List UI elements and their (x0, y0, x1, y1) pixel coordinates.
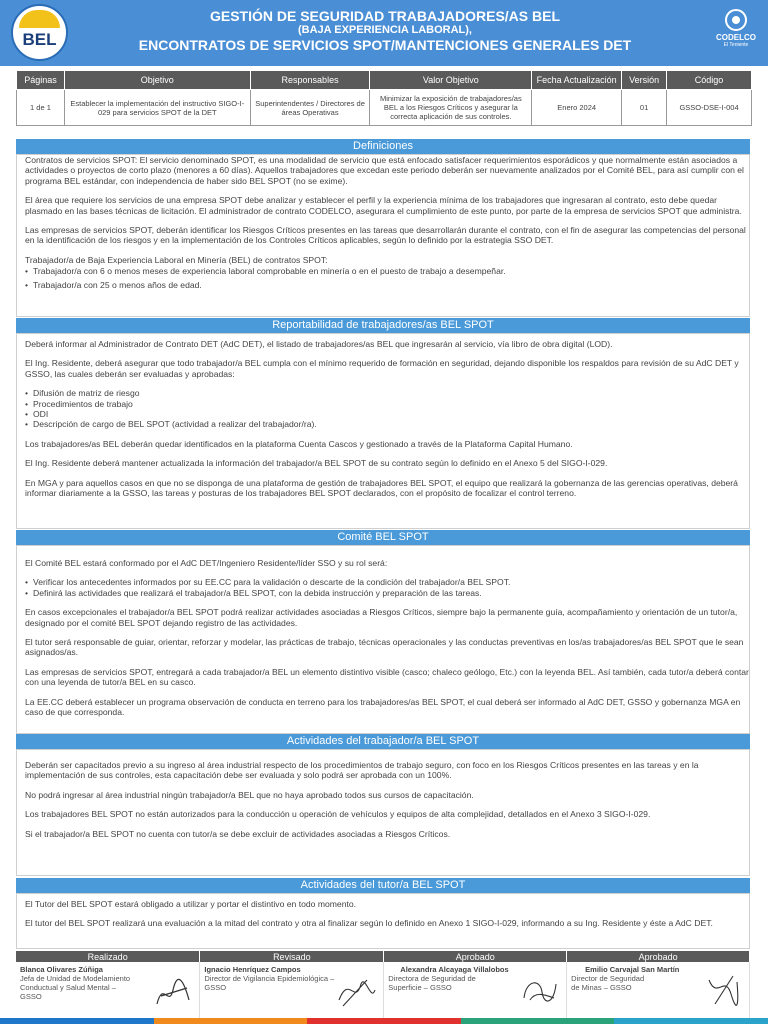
codelco-mark-icon (725, 9, 747, 31)
list-item: • Descripción de cargo de BEL SPOT (actividad a realizar del trabajador/ra). (25, 419, 749, 429)
signer-role: Directora de Seguridad de Superficie – GSSO (388, 974, 476, 992)
cell-version: 01 (622, 90, 667, 126)
cell-responsables: Superintendentes / Directores de áreas Operativas (250, 90, 370, 126)
cell-fecha: Enero 2024 (532, 90, 622, 126)
signer-cell (16, 962, 200, 1020)
list-item: • Definirá las actividades que realizará el trabajador/a BEL SPOT, con la debida instrucción y preparación de las tareas. (25, 588, 749, 598)
signature-table (16, 951, 750, 1020)
section-reportabilidad (16, 333, 750, 529)
signer-role: Jefa de Unidad de Modelamiento Conductual y Salud Mental –GSSO (20, 974, 131, 1001)
cell-codigo: GSSO-DSE-I-004 (667, 90, 752, 126)
paragraph: Deberán ser capacitados previo a su ingreso al área industrial respecto de los procedimientos de trabajo seguro, con foco en los Riesgos Críticos presentes en las tareas y en la implementación de sus controles, esta capacitación debe ser evaluada y solo podrá ser aprobada con un 100%. (25, 760, 699, 781)
header-codigo: Código (667, 71, 752, 90)
signer-cell (567, 962, 750, 1020)
signer-name: Ignacio Henríquez Campos (204, 965, 301, 974)
section-title-comite: Comité BEL SPOT (16, 530, 750, 545)
list-item: • Trabajador/a con 25 o menos años de edad. (25, 280, 749, 290)
paragraph: Los trabajadores/as BEL deberán quedar identificados en la plataforma Cuenta Cascos y gestionado a través de la Plataforma Capital Humano. (25, 438, 573, 449)
header-realizado: Realizado (16, 951, 200, 962)
paragraph: La EE.CC deberá establecer un programa observación de conducta en terreno para los trabajadores/as BEL SPOT, el cual deberá ser informado al AdC DET, GSSO y gobernanza MGA en caso de que corresponda. (25, 696, 741, 718)
header-version: Versión (622, 71, 667, 90)
paragraph: El tutor del BEL SPOT realizará una evaluación a la mitad del contrato y otra al finalizar según lo definido en Anexo 1 SIGO-I-029, informando a su Ing. Residente y éste a AdC DET. (25, 918, 713, 929)
header-revisado: Revisado (200, 951, 384, 962)
list-item: • ODI (25, 409, 749, 419)
list-item: • Trabajador/a con 6 o menos meses de experiencia laboral comprobable en minería o en el puesto de trabajo a desempeñar. (25, 266, 749, 276)
footer-segment (154, 1018, 308, 1024)
paragraph: Trabajador/a de Baja Experiencia Laboral en Minería (BEL) de contratos SPOT: (25, 254, 328, 265)
section-comite (16, 545, 750, 734)
codelco-sub: El Teniente (723, 42, 749, 48)
signer-cell (384, 962, 567, 1020)
section-definiciones (16, 154, 750, 317)
document-header (0, 0, 768, 66)
paragraph: El Tutor del BEL SPOT estará obligado a utilizar y portar el distintivo en todo momento. (25, 899, 357, 909)
bel-logo (11, 4, 68, 61)
paragraph: El Comité BEL estará conformado por el AdC DET/Ingeniero Residente/líder SSO y su rol será: (25, 558, 388, 568)
bel-logo-text: BEL (22, 30, 57, 49)
header-aprobado-2: Aprobado (567, 951, 750, 962)
footer-segment (614, 1018, 768, 1024)
cell-valor-objetivo: Minimizar la exposición de trabajadores/as BEL a los Riesgos Críticos y asegurar la correcta aplicación de sus controles. (370, 90, 532, 126)
list-item: • Difusión de matriz de riesgo (25, 388, 749, 398)
paragraph: Deberá informar al Administrador de Contrato DET (AdC DET), el listado de trabajadores/as BEL que ingresarán al servicio, vía libro de obra digital (LOD). (25, 339, 613, 349)
info-table (16, 70, 752, 126)
document-title (90, 8, 680, 53)
codelco-logo (712, 9, 760, 48)
paragraph: El área que requiere los servicios de una empresa SPOT debe analizar y establecer el perfil y la experiencia mínima de los trabajadores que ingresaran al contrato, esto debe quedar plasmado en las bases técnicas de licitación. El administrador de contrato CODELCO, asegurara el cumplimiento de este punto, por parte de la empresa de servicios SPOT que administra. (25, 195, 742, 216)
paragraph: Si el trabajador/a BEL SPOT no cuenta con tutor/a se debe excluir de actividades asociadas a Riesgos Críticos. (25, 828, 451, 839)
signer-name: Emilio Carvajal San Martín (585, 965, 680, 974)
section-title-reportabilidad: Reportabilidad de trabajadores/as BEL SPOT (16, 318, 750, 333)
paragraph: El Ing. Residente deberá mantener actualizada la información del trabajador/a BEL SPOT de su contrato según lo definido en el Anexo 5 del SIGO-I-029. (25, 458, 608, 469)
header-paginas: Páginas (17, 71, 65, 90)
list-item: • Procedimientos de trabajo (25, 399, 749, 409)
footer-segment (0, 1018, 154, 1024)
codelco-name: CODELCO (716, 33, 756, 42)
bullet-list (25, 388, 749, 430)
signature-image (520, 970, 560, 1010)
list-item: • Verificar los antecedentes informados por su EE.CC para la validación o descarte de la condición del trabajador/a BEL SPOT. (25, 577, 749, 587)
paragraph: El tutor será responsable de guiar, orientar, reforzar y modelar, las prácticas de trabajo, técnicas operacionales y las conductas preventivas en los/as trabajadores/as BEL SPOT que le sean asignados/as. (25, 637, 744, 658)
signature-image (703, 970, 743, 1010)
paragraph: Las empresas de servicios SPOT, entregará a cada trabajador/a BEL un elemento distintivo visible (casco; chaleco geólogo, Etc.) con la leyenda BEL. Así también, cada tutor/a deberá contar con una leyenda de tutor/a BEL en su casco. (25, 666, 749, 688)
signature-image (153, 970, 193, 1010)
paragraph: Contratos de servicios SPOT: El servicio denominado SPOT, es una modalidad de servicio que está enfocado satisfacer requerimientos esporádicos y que normalmente están asociados a actividades o proyectos de corto plazo (menores a 60 días). Aquellos trabajadores que excedan este periodo deberán ser nuevamente analizados por el Comité BEL, para así cumplir con el programa BEL estándar, con independencia de haber sido BEL SPOT (no se exime). (25, 155, 744, 186)
header-fecha: Fecha Actualización (532, 71, 622, 90)
title-line-1: GESTIÓN DE SEGURIDAD TRABAJADORES/AS BEL (209, 8, 561, 24)
cell-objetivo: Establecer la implementación del instructivo SIGO-I-029 para servicios SPOT de la DET (64, 90, 250, 126)
section-title-actividades-tutor: Actividades del tutor/a BEL SPOT (16, 878, 750, 893)
signer-name: Blanca Olivares Zúñiga (20, 965, 103, 974)
footer-color-bar (0, 1018, 768, 1024)
header-valor-objetivo: Valor Objetivo (370, 71, 532, 90)
cell-paginas: 1 de 1 (17, 90, 65, 126)
title-line-2: (BAJA EXPERIENCIA LABORAL), (298, 24, 472, 36)
paragraph: Las empresas de servicios SPOT, deberán identificar los Riesgos Críticos presentes en las tareas que desarrollarán durante el contrato, con el fin de asegurar las competencias del personal en la identificación de los riesgos y en la implementación de los Controles Críticos aplicables, según lo definido por la estrategia SSO DET. (25, 225, 746, 246)
title-line-3: ENCONTRATOS DE SERVICIOS SPOT/MANTENCIONES GENERALES DET (138, 37, 632, 53)
bullet-list (25, 266, 749, 290)
header-responsables: Responsables (250, 71, 370, 90)
paragraph: En MGA y para aquellos casos en que no se disponga de una plataforma de gestión de trabajadores BEL SPOT, el equipo que realizará la gobernanza de las gerencias operativas, deberá informar diariamente a la GSSO, las tareas y posturas de los trabajadores BEL SPOT declarados, con el propósito de focalizar el control terreno. (25, 477, 738, 499)
signer-cell (200, 962, 384, 1020)
paragraph: El Ing. Residente, deberá asegurar que todo trabajador/a BEL cumpla con el mínimo requerido de formación en seguridad, dejando disponible los respaldos para revisión de su AdC DET y GSSO, las cuales deberán ser evaluadas y aprobadas: (25, 358, 739, 379)
footer-segment (461, 1018, 615, 1024)
helmet-icon (19, 10, 60, 28)
section-title-actividades-trabajador: Actividades del trabajador/a BEL SPOT (16, 734, 750, 749)
paragraph: Los trabajadores BEL SPOT no están autorizados para la conducción u operación de vehículos y equipos de alta complejidad, detallados en el Anexo 3 SIGO-I-029. (25, 809, 651, 820)
footer-segment (307, 1018, 461, 1024)
section-title-definiciones: Definiciones (16, 139, 750, 154)
signature-image (337, 970, 377, 1010)
paragraph: En casos excepcionales el trabajador/a BEL SPOT podrá realizar actividades asociadas a Riesgos Críticos, siempre bajo la permanente guía, acompañamiento y orientación de un tutor/a, designado por el comité BEL SPOT dejando registro de las actividades. (25, 607, 738, 628)
section-actividades-trabajador (16, 749, 750, 876)
signer-role: Director de Seguridad de Minas – GSSO (571, 974, 645, 992)
signer-name: Alexandra Alcayaga Villalobos (400, 965, 509, 974)
header-aprobado-1: Aprobado (384, 951, 567, 962)
bullet-list (25, 577, 749, 598)
paragraph: No podrá ingresar al área industrial ningún trabajador/a BEL que no haya aprobado todos sus cursos de capacitación. (25, 789, 474, 800)
header-objetivo: Objetivo (64, 71, 250, 90)
signer-role: Director de Vigilancia Epidemiológica – GSSO (204, 974, 335, 992)
section-actividades-tutor (16, 893, 750, 949)
